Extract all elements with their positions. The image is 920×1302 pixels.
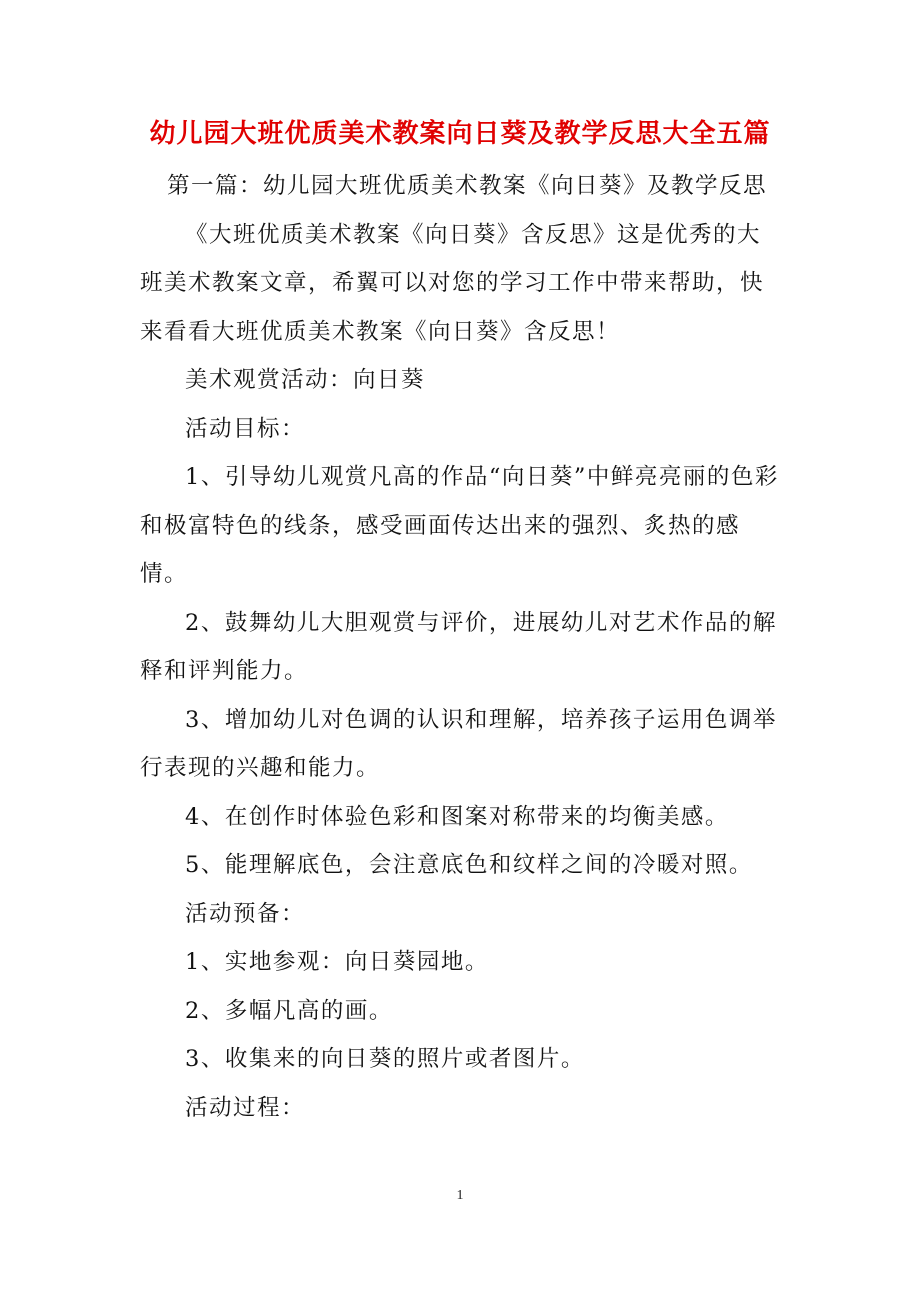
document-body bbox=[140, 162, 780, 1132]
goal-item: 4、在创作时体验色彩和图案对称带来的均衡美感。 bbox=[185, 803, 729, 830]
goal-item: 5、能理解底色，会注意底色和纹样之间的冷暖对照。 bbox=[185, 852, 753, 878]
preparation-item: 2、多幅凡高的画。 bbox=[185, 997, 393, 1024]
goals-heading: 活动目标： bbox=[185, 415, 306, 442]
goal-item: 2、鼓舞幼儿大胆观赏与评价，进展幼儿对艺术作品的解释和评判能力。 bbox=[140, 609, 777, 684]
preparation-item: 3、收集来的向日葵的照片或者图片。 bbox=[185, 1046, 585, 1072]
activity-name: 美术观赏活动：向日葵 bbox=[185, 367, 426, 393]
preparation-item: 1、实地参观：向日葵园地。 bbox=[185, 949, 489, 975]
page-number: 1 bbox=[456, 1188, 464, 1203]
process-heading: 活动过程： bbox=[185, 1094, 306, 1121]
goal-item: 1、引导幼儿观赏凡高的作品“向日葵”中鲜亮亮丽的色彩和极富特色的线条，感受画面传达出来的强烈、炙热的感情。 bbox=[140, 464, 779, 587]
document-title: 幼儿园大班优质美术教案向日葵及教学反思大全五篇 bbox=[149, 119, 771, 149]
section-heading: 第一篇：幼儿园大班优质美术教案《向日葵》及教学反思 bbox=[167, 173, 768, 199]
goal-item: 3、增加幼儿对色调的认识和理解，培养孩子运用色调举行表现的兴趣和能力。 bbox=[140, 706, 777, 781]
intro-paragraph: 《大班优质美术教案《向日葵》含反思》这是优秀的大班美术教案文章，希翼可以对您的学习工作中带来帮助，快来看看大班优质美术教案《向日葵》含反思！ bbox=[140, 221, 765, 345]
preparation-heading: 活动预备： bbox=[185, 900, 306, 927]
